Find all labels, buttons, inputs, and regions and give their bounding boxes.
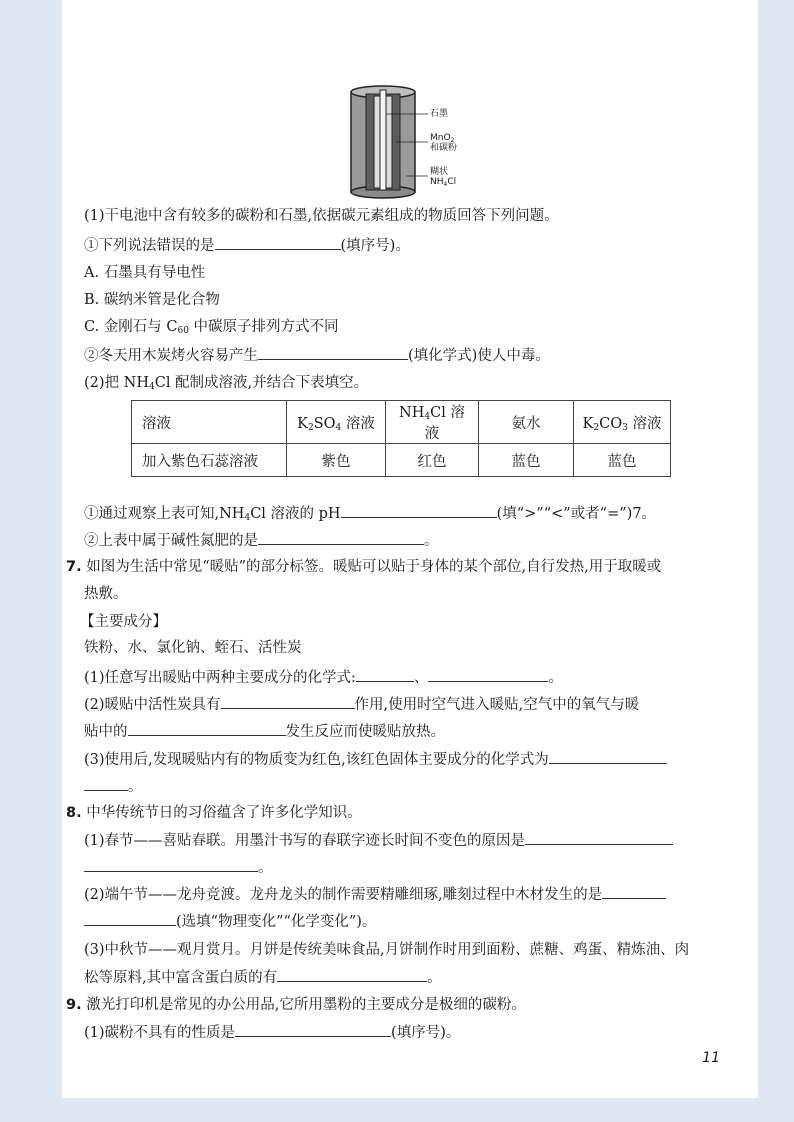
answer-blank[interactable] [549,749,667,764]
q8-part3: (3)中秋节——观月赏月。月饼是传统美味食品,月饼制作时用到面粉、蔗糖、鸡蛋、精炼油、肉 [84,942,690,958]
label-nh4cl: $NH_4Cl$ [430,177,457,188]
q7-stem-cont: 热敷。 [84,586,128,602]
q7-ingredients: 铁粉、水、氯化钠、蛭石、活性炭 [84,640,302,656]
table-cell: 氨水 [479,401,574,444]
q8-part1-cont: 。 [84,857,273,878]
q7-part2: (2)暖贴中活性炭具有 作用,使用时空气进入暖贴,空气中的氧气与暖 [84,694,639,715]
table-cell: 加入紫色石蕊溶液 [132,444,287,477]
answer-blank[interactable] [84,911,176,926]
table-cell: 蓝色 [479,444,574,477]
page-number: 11 [702,1050,720,1066]
q6-part1-sub1: ①下列说法错误的是 (填序号)。 [84,235,410,256]
q7-stem: 7. 如图为生活中常见“暖贴”的部分标签。暖贴可以贴于身体的某个部位,自行发热,用于取暖或 [66,559,662,575]
answer-blank[interactable] [84,857,258,872]
q9-part1: (1)碳粉不具有的性质是 (填序号)。 [84,1022,460,1043]
q6-part1-sub2: ②冬天用木炭烤火容易产生 (填化学式)使人中毒。 [84,345,550,366]
answer-blank[interactable] [356,667,414,682]
q8-part3-cont: 松等原料,其中富含蛋白质的有 。 [84,967,442,988]
label-carbon-powder: 和碳粉 [430,143,458,153]
table-cell: $NH_4Cl$ 溶液 [386,401,479,444]
answer-blank[interactable] [525,830,673,845]
table-cell: $K_2SO_4$ 溶液 [287,401,386,444]
q7-part2-cont: 贴中的 发生反应而使暖贴放热。 [84,721,445,742]
answer-blank[interactable] [428,667,548,682]
litmus-table [131,400,671,477]
table-row [132,401,671,444]
table-cell: 溶液 [132,401,287,444]
q8-part2-cont: (选填“物理变化”“化学变化”)。 [84,911,376,932]
answer-blank[interactable] [84,776,128,791]
question-number: 9. [66,997,82,1013]
q6-part2-sub2: ②上表中属于碱性氮肥的是 。 [84,530,439,551]
table-cell: 蓝色 [574,444,671,477]
q8-part1: (1)春节——喜贴春联。用墨汁书写的春联字迹长时间不变色的原因是 [84,830,673,851]
label-mno2: MnO$_2$ [430,133,455,144]
q6-part2-sub1: ①通过观察上表可知$,NH_4Cl$ 溶液的 pH (填“>”“<”或者“=”)7。 [84,503,656,528]
q7-heading: 【主要成分】 [80,614,167,630]
answer-blank[interactable] [221,694,355,709]
answer-blank[interactable] [235,1022,391,1037]
q7-part3: (3)使用后,发现暖贴内有的物质变为红色,该红色固体主要成分的化学式为 [84,749,667,770]
q6-option-a: A. 石墨具有导电性 [84,265,206,281]
answer-blank[interactable] [258,345,408,360]
question-number: 8. [66,805,82,821]
q8-part2: (2)端午节——龙舟竞渡。龙舟龙头的制作需要精雕细琢,雕刻过程中木材发生的是 [84,884,666,905]
answer-blank[interactable] [128,721,286,736]
q8-stem: 8. 中华传统节日的习俗蕴含了许多化学知识。 [66,805,362,821]
q9-stem: 9. 激光打印机是常见的办公用品,它所用墨粉的主要成分是极细的碳粉。 [66,997,526,1013]
table-cell: 红色 [386,444,479,477]
answer-blank[interactable] [215,235,341,250]
label-paste: 糊状 [430,167,449,177]
table-cell: 紫色 [287,444,386,477]
question-number: 7. [66,559,82,575]
table-cell: $K_2CO_3$ 溶液 [574,401,671,444]
answer-blank[interactable] [258,530,424,545]
table-row [132,444,671,477]
answer-blank[interactable] [602,884,666,899]
q7-part3-cont: 。 [84,776,143,797]
label-graphite: 石墨 [430,109,449,119]
q6-part2: (2)把 $NH_4Cl$ 配制成溶液,并结合下表填空。 [84,375,369,392]
q6-option-b: B. 碳纳米管是化合物 [84,292,220,308]
answer-blank[interactable] [277,967,427,982]
q6-option-c: C. 金刚石与 $C_{60}$ 中碳原子排列方式不同 [84,319,339,336]
answer-blank[interactable] [341,503,497,518]
q6-part1: (1)干电池中含有较多的碳粉和石墨,依据碳元素组成的物质回答下列问题。 [84,208,559,224]
q7-part1: (1)任意写出暖贴中两种主要成分的化学式: 、 。 [84,667,563,688]
